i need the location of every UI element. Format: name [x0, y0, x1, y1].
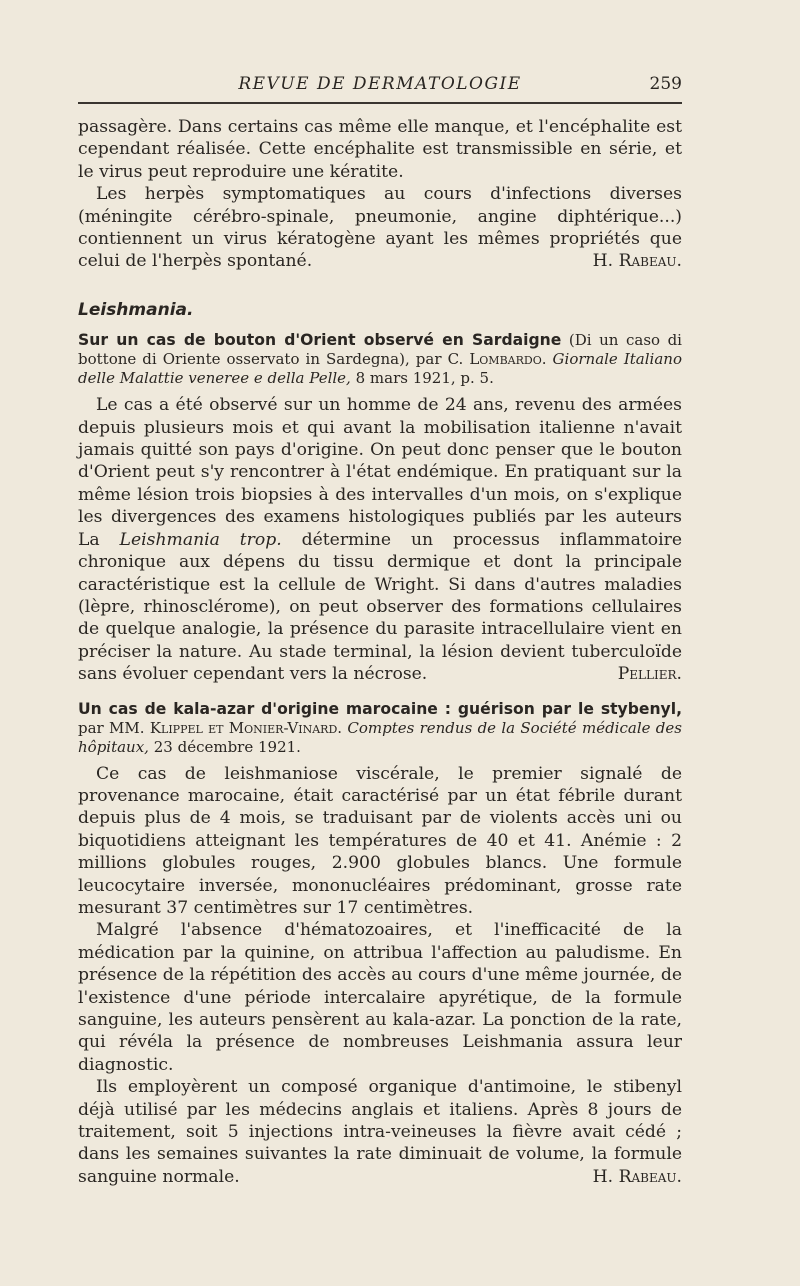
intro-author: H. Rabeau. [592, 251, 682, 272]
article-2-paragraph-3-text: Ils employèrent un composé organique d'antimoine, le stibenyl déjà utilisé par les médecins anglais et italiens. Après 8 jours de traitement, soit 5 injections intra-veineuses la fièvre avait cédé ; dans les semaines suivantes la rate diminuait de volume, la formule sanguine normale. [78, 1077, 682, 1187]
article-1-body [78, 394, 682, 685]
article-2-ref-authors: Klippel et Monier-Vinard. [149, 718, 343, 737]
article-1-title: Sur un cas de bouton d'Orient observé en Sardaigne [78, 331, 562, 350]
article-1-body-a: Le cas a été observé sur un homme de 24 ans, revenu des armées depuis plusieurs mois et qui avant la mobilisation italienne n'avait jamais quitté son pays d'origine. On peut donc penser que le bouton d'Orient peut s'y rencontrer à l'état endémique. En pratiquant sur la même lésion trois biopsies à des intervalles d'un mois, on s'explique les divergences des examens histologiques publiés par les auteurs La [78, 395, 682, 550]
page-number: 259 [649, 74, 682, 94]
section-title: Leishmania. [78, 299, 194, 320]
article-2-author: H. Rabeau. [592, 1166, 682, 1187]
header-rule [78, 102, 682, 104]
article-2-journal: Comptes rendus de la Société médicale des hôpitaux, [78, 718, 682, 756]
intro-paragraph-1: passagère. Dans certains cas même elle manque, et l'encéphalite est cependant réalisée. Cette encéphalite est transmissible en série, et le virus peut reproduire une kératite. [78, 117, 682, 182]
article-2-paragraph-2: Malgré l'absence d'hématozoaires, et l'inefficacité de la médication par la quinine, on attribua l'affection au paludisme. En présence de la répétition des accès au cours d'une même journée, de l'existence d'une période intercalaire apyrétique, de la formule sanguine, les auteurs pensèrent au kala-azar. La ponction de la rate, qui révéla la présence de nombreuses Leishmania assura leur diagnostic. [78, 920, 682, 1075]
article-1-body-italic: Leishmania trop. [119, 529, 282, 550]
article-1-journal: Giornale Italiano delle Malattie veneree e della Pelle, [78, 350, 682, 388]
page-header [78, 70, 682, 110]
page-body [78, 116, 682, 1188]
running-title: REVUE DE DERMATOLOGIE [238, 74, 522, 94]
article-1-ref-author: C. Lombardo. [447, 350, 547, 369]
article-1-ref: (Di un caso di bottone di Oriente osservato in Sardegna), par [78, 331, 682, 369]
article-2-paragraph-1: Ce cas de leishmaniose viscérale, le premier signalé de provenance marocaine, était caractérisé par un état fébrile durant depuis plus de 4 mois, se traduisant par de violents accès uni ou biquotidiens atteignant les températures de 40 et 41. Anémie : 2 millions globules rouges, 2.900 globules blancs. Une formule leucocytaire inversée, mononucléaires prédominant, grosse rate mesurant 37 centimètres sur 17 centimètres. [78, 763, 682, 918]
intro-paragraph-2 [78, 183, 682, 273]
article-2-paragraph-3 [78, 1076, 682, 1188]
article-1-author: Pellier. [617, 664, 682, 685]
article-2-date: 23 décembre 1921. [153, 737, 301, 756]
article-1-body-b: détermine un processus inflammatoire chronique aux dépens du tissu dermique et dont la principale caractéristique est la cellule de Wright. Si dans d'autres maladies (lèpre, rhinosclérome), on peut observer des formations cellulaires de quelque analogie, la présence du parasite intracellulaire vient en préciser la nature. Au stade terminal, la lésion devient tuberculoïde sans évoluer cependant vers la nécrose. [78, 529, 682, 685]
article-2-heading [78, 700, 682, 757]
intro-paragraph-2-text: Les herpès symptomatiques au cours d'infections diverses (méningite cérébro-spinale, pneumonie, angine diphtérique...) contiennent un virus kératogène ayant les mêmes propriétés que celui de l'herpès spontané. [78, 184, 682, 272]
article-2-title: Un cas de kala-azar d'origine marocaine : guérison par le stybenyl, [78, 699, 682, 718]
article-1-date: 8 mars 1921, p. 5. [355, 369, 494, 388]
article-1-heading [78, 331, 682, 388]
article-2-ref-par: par MM. [78, 718, 145, 737]
